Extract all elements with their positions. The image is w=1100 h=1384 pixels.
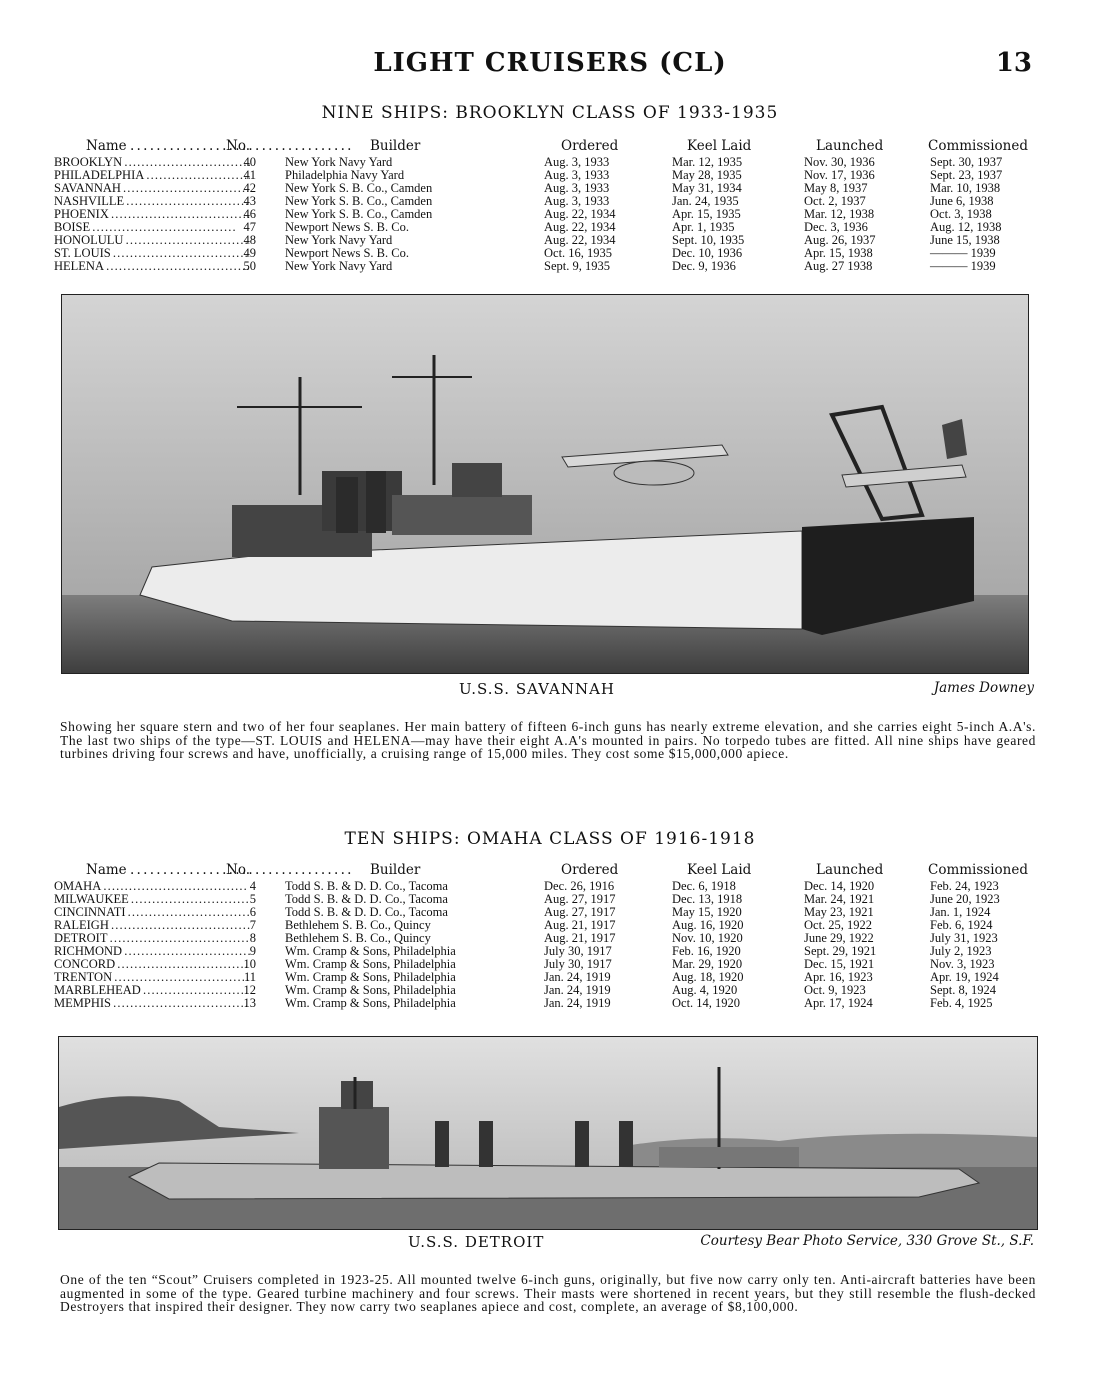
ship-name-text: PHILADELPHIA [54, 169, 145, 182]
table-body [54, 880, 1036, 1010]
col-header-commissioned: Commissioned [928, 862, 1029, 878]
ship-no: 13 [243, 996, 256, 1010]
ship-keel-laid: Feb. 16, 1920 [672, 944, 741, 958]
ship-keel-laid: Mar. 12, 1935 [672, 155, 743, 169]
ship-commissioned: ——— 1939 [930, 246, 996, 260]
ship-name-text: MEMPHIS [54, 997, 111, 1010]
ship-commissioned: Sept. 30, 1937 [930, 155, 1003, 169]
detroit-photo-credit: Courtesy Bear Photo Service, 330 Grove St., S.F. [700, 1233, 1034, 1249]
ship-launched: Nov. 30, 1936 [804, 155, 875, 169]
ship-launched: Oct. 25, 1922 [804, 918, 873, 932]
ship-ordered: Aug. 3, 1933 [544, 168, 610, 182]
ship-name [54, 932, 250, 945]
ship-launched: Mar. 12, 1938 [804, 207, 875, 221]
ship-name-text: HONOLULU [54, 234, 124, 247]
ship-name [54, 208, 250, 221]
ship-name-text: MARBLEHEAD [54, 984, 141, 997]
ship-ordered: Dec. 26, 1916 [544, 879, 615, 893]
ship-commissioned: Aug. 12, 1938 [930, 220, 1002, 234]
ship-commissioned: Sept. 23, 1937 [930, 168, 1003, 182]
ship-launched: June 29, 1922 [804, 931, 874, 945]
ship-keel-laid: Aug. 4, 1920 [672, 983, 738, 997]
detroit-ship-illustration [59, 1037, 1037, 1229]
ship-name-text: RALEIGH [54, 919, 109, 932]
ship-ordered: Jan. 24, 1919 [544, 996, 611, 1010]
col-header-ordered: Ordered [561, 862, 619, 878]
ship-launched: Aug. 27 1938 [804, 259, 873, 273]
col-header-launched: Launched [816, 138, 884, 154]
ship-builder: New York Navy Yard [285, 233, 393, 247]
ship-name-text: OMAHA [54, 880, 102, 893]
ship-ordered: Jan. 24, 1919 [544, 983, 611, 997]
col-header-name: Name . . . [86, 862, 282, 878]
ship-name-text: MILWAUKEE [54, 893, 129, 906]
ship-name-text: BROOKLYN [54, 156, 123, 169]
ship-no: 41 [243, 168, 256, 182]
omaha-class-description: One of the ten “Scout” Cruisers completed in 1923-25. All mounted twelve 6-inch guns, originally, but five now carry only ten. Anti-aircraft batteries have been augmented in some of the type. Geared turbine machinery and four screws. Their masts were shortened in recent years, but they still resemble the flush-decked Destroyers that inspired their designer. They now carry two seaplanes apiece and cost, complete, an average of $8,100,000. [60, 1272, 1036, 1314]
table-row [54, 260, 1036, 273]
ship-no: 9 [249, 944, 256, 958]
ship-launched: Dec. 14, 1920 [804, 879, 875, 893]
ship-commissioned: June 20, 1923 [930, 892, 1000, 906]
ship-name [54, 260, 250, 273]
ship-name [54, 182, 250, 195]
ship-ordered: Aug. 3, 1933 [544, 155, 610, 169]
ship-ordered: Aug. 22, 1934 [544, 220, 616, 234]
ship-name-text: ST. LOUIS [54, 247, 111, 260]
ship-name [54, 156, 250, 169]
ship-commissioned: Feb. 4, 1925 [930, 996, 993, 1010]
col-header-commissioned: Commissioned [928, 138, 1029, 154]
ship-keel-laid: Apr. 15, 1935 [672, 207, 741, 221]
ship-name-text: CONCORD [54, 958, 116, 971]
ship-no: 8 [249, 931, 256, 945]
page-number: 13 [995, 48, 1032, 78]
brooklyn-class-table [54, 138, 1036, 273]
savannah-ship-illustration [62, 295, 1028, 673]
ship-name [54, 971, 250, 984]
col-header-keel-laid: Keel Laid [687, 862, 752, 878]
brooklyn-class-description: Showing her square stern and two of her four seaplanes. Her main battery of fifteen 6-inch guns has nearly extreme elevation, and she carries eight 5-inch A.A's. The last two ships of the type—ST. LOUIS and HELENA—may have their eight A.A's mounted in pairs. No torpedo tubes are fitted. All nine ships have geared turbines driving four screws and have, unofficially, a cruising range of 15,000 miles. They cost some $15,000,000 apiece. [60, 719, 1036, 761]
page-title: LIGHT CRUISERS (CL) [373, 48, 727, 78]
ship-name-text: CINCINNATI [54, 906, 126, 919]
col-header-builder: Builder [370, 862, 421, 878]
ship-keel-laid: Aug. 16, 1920 [672, 918, 744, 932]
table-header-row [54, 138, 1036, 156]
ship-no: 42 [243, 181, 256, 195]
ship-no: 49 [243, 246, 256, 260]
ship-name [54, 247, 250, 260]
col-header-keel-laid: Keel Laid [687, 138, 752, 154]
ship-launched: May 8, 1937 [804, 181, 868, 195]
ship-name [54, 958, 250, 971]
ship-keel-laid: Dec. 9, 1936 [672, 259, 736, 273]
ship-commissioned: June 6, 1938 [930, 194, 994, 208]
ship-ordered: Aug. 22, 1934 [544, 233, 616, 247]
ship-name-text: DETROIT [54, 932, 108, 945]
col-header-ordered: Ordered [561, 138, 619, 154]
ship-ordered: Sept. 9, 1935 [544, 259, 610, 273]
ship-launched: Sept. 29, 1921 [804, 944, 877, 958]
savannah-photo-caption: U.S.S. SAVANNAH [459, 680, 615, 698]
ship-ordered: July 30, 1917 [544, 957, 612, 971]
ship-keel-laid: Aug. 18, 1920 [672, 970, 744, 984]
ship-ordered: Aug. 3, 1933 [544, 181, 610, 195]
ship-name [54, 906, 250, 919]
ship-builder: Wm. Cramp & Sons, Philadelphia [285, 957, 456, 971]
ship-builder: Bethlehem S. B. Co., Quincy [285, 918, 431, 932]
ship-builder: Wm. Cramp & Sons, Philadelphia [285, 970, 456, 984]
ship-builder: Newport News S. B. Co. [285, 220, 409, 234]
ship-launched: Oct. 2, 1937 [804, 194, 866, 208]
ship-builder: New York S. B. Co., Camden [285, 181, 433, 195]
ship-commissioned: Oct. 3, 1938 [930, 207, 992, 221]
ship-keel-laid: Mar. 29, 1920 [672, 957, 743, 971]
ship-commissioned: July 31, 1923 [930, 931, 998, 945]
ship-launched: Aug. 26, 1937 [804, 233, 876, 247]
ship-name [54, 169, 250, 182]
ship-no: 50 [243, 259, 256, 273]
ship-launched: Dec. 15, 1921 [804, 957, 875, 971]
ship-no: 43 [243, 194, 256, 208]
ship-name-text: RICHMOND [54, 945, 123, 958]
ship-commissioned: Jan. 1, 1924 [930, 905, 991, 919]
ship-ordered: Aug. 27, 1917 [544, 892, 616, 906]
ship-keel-laid: Oct. 14, 1920 [672, 996, 741, 1010]
ship-name [54, 893, 250, 906]
col-header-name: Name . . . [86, 138, 282, 154]
ship-no: 47 [243, 220, 256, 234]
ship-builder: Todd S. B. & D. D. Co., Tacoma [285, 905, 448, 919]
ship-builder: New York S. B. Co., Camden [285, 207, 433, 221]
ship-commissioned: Nov. 3, 1923 [930, 957, 995, 971]
col-header-builder: Builder [370, 138, 421, 154]
ship-keel-laid: May 31, 1934 [672, 181, 742, 195]
ship-no: 48 [243, 233, 256, 247]
col-header-no: No. [226, 862, 250, 878]
ship-launched: Nov. 17, 1936 [804, 168, 875, 182]
ship-builder: New York Navy Yard [285, 259, 393, 273]
ship-name [54, 919, 250, 932]
ship-builder: Todd S. B. & D. D. Co., Tacoma [285, 892, 448, 906]
ship-launched: Oct. 9, 1923 [804, 983, 866, 997]
ship-keel-laid: May 15, 1920 [672, 905, 742, 919]
ship-builder: Newport News S. B. Co. [285, 246, 409, 260]
ship-name-text: SAVANNAH [54, 182, 121, 195]
ship-name [54, 221, 250, 234]
ship-commissioned: Feb. 6, 1924 [930, 918, 993, 932]
ship-keel-laid: May 28, 1935 [672, 168, 742, 182]
ship-ordered: Jan. 24, 1919 [544, 970, 611, 984]
ship-launched: Apr. 15, 1938 [804, 246, 873, 260]
ship-commissioned: Sept. 8, 1924 [930, 983, 996, 997]
ship-ordered: Oct. 16, 1935 [544, 246, 613, 260]
brooklyn-class-heading: NINE SHIPS: BROOKLYN CLASS OF 1933-1935 [321, 103, 779, 123]
ship-keel-laid: Dec. 13, 1918 [672, 892, 743, 906]
ship-builder: Todd S. B. & D. D. Co., Tacoma [285, 879, 448, 893]
ship-ordered: Aug. 22, 1934 [544, 207, 616, 221]
ship-ordered: Aug. 21, 1917 [544, 918, 616, 932]
ship-name [54, 234, 250, 247]
ship-launched: Apr. 17, 1924 [804, 996, 873, 1010]
ship-name [54, 984, 250, 997]
ship-keel-laid: Dec. 10, 1936 [672, 246, 743, 260]
ship-no: 11 [243, 970, 256, 984]
table-row [54, 997, 1036, 1010]
ship-ordered: Aug. 27, 1917 [544, 905, 616, 919]
ship-builder: Wm. Cramp & Sons, Philadelphia [285, 996, 456, 1010]
ship-commissioned: Apr. 19, 1924 [930, 970, 999, 984]
ship-launched: Apr. 16, 1923 [804, 970, 873, 984]
savannah-photo-credit: James Downey [933, 680, 1034, 696]
col-header-launched: Launched [816, 862, 884, 878]
ship-commissioned: Feb. 24, 1923 [930, 879, 999, 893]
ship-name [54, 945, 250, 958]
ship-builder: New York Navy Yard [285, 155, 393, 169]
omaha-class-heading: TEN SHIPS: OMAHA CLASS OF 1916-1918 [344, 829, 756, 849]
ship-name-text: NASHVILLE [54, 195, 125, 208]
ship-launched: Mar. 24, 1921 [804, 892, 875, 906]
table-body [54, 156, 1036, 273]
ship-name-text: TRENTON [54, 971, 113, 984]
ship-name-text: PHOENIX [54, 208, 109, 221]
detroit-photo-caption: U.S.S. DETROIT [408, 1233, 545, 1251]
ship-no: 7 [249, 918, 256, 932]
ship-commissioned: July 2, 1923 [930, 944, 992, 958]
ship-launched: May 23, 1921 [804, 905, 874, 919]
ship-name-text: HELENA [54, 260, 104, 273]
detroit-photo [58, 1036, 1038, 1230]
ship-keel-laid: Apr. 1, 1935 [672, 220, 735, 234]
ship-keel-laid: Sept. 10, 1935 [672, 233, 745, 247]
ship-builder: Wm. Cramp & Sons, Philadelphia [285, 944, 456, 958]
ship-keel-laid: Dec. 6, 1918 [672, 879, 736, 893]
ship-ordered: July 30, 1917 [544, 944, 612, 958]
ship-commissioned: Mar. 10, 1938 [930, 181, 1001, 195]
ship-no: 12 [243, 983, 256, 997]
ship-ordered: Aug. 21, 1917 [544, 931, 616, 945]
ship-commissioned: June 15, 1938 [930, 233, 1000, 247]
ship-name [54, 195, 250, 208]
ship-no: 6 [249, 905, 256, 919]
ship-no: 10 [243, 957, 256, 971]
ship-no: 4 [249, 879, 256, 893]
ship-no: 40 [243, 155, 256, 169]
ship-no: 5 [249, 892, 256, 906]
table-header-row [54, 862, 1036, 880]
omaha-class-table [54, 862, 1036, 1010]
col-header-no: No. [226, 138, 250, 154]
ship-keel-laid: Jan. 24, 1935 [672, 194, 739, 208]
savannah-photo [61, 294, 1029, 674]
ship-keel-laid: Nov. 10, 1920 [672, 931, 743, 945]
ship-builder: New York S. B. Co., Camden [285, 194, 433, 208]
ship-commissioned: ——— 1939 [930, 259, 996, 273]
ship-launched: Dec. 3, 1936 [804, 220, 868, 234]
ship-name [54, 997, 250, 1010]
ship-builder: Wm. Cramp & Sons, Philadelphia [285, 983, 456, 997]
ship-name [54, 880, 250, 893]
ship-builder: Bethlehem S. B. Co., Quincy [285, 931, 431, 945]
ship-name-text: BOISE [54, 221, 91, 234]
ship-builder: Philadelphia Navy Yard [285, 168, 405, 182]
ship-ordered: Aug. 3, 1933 [544, 194, 610, 208]
ship-no: 46 [243, 207, 256, 221]
